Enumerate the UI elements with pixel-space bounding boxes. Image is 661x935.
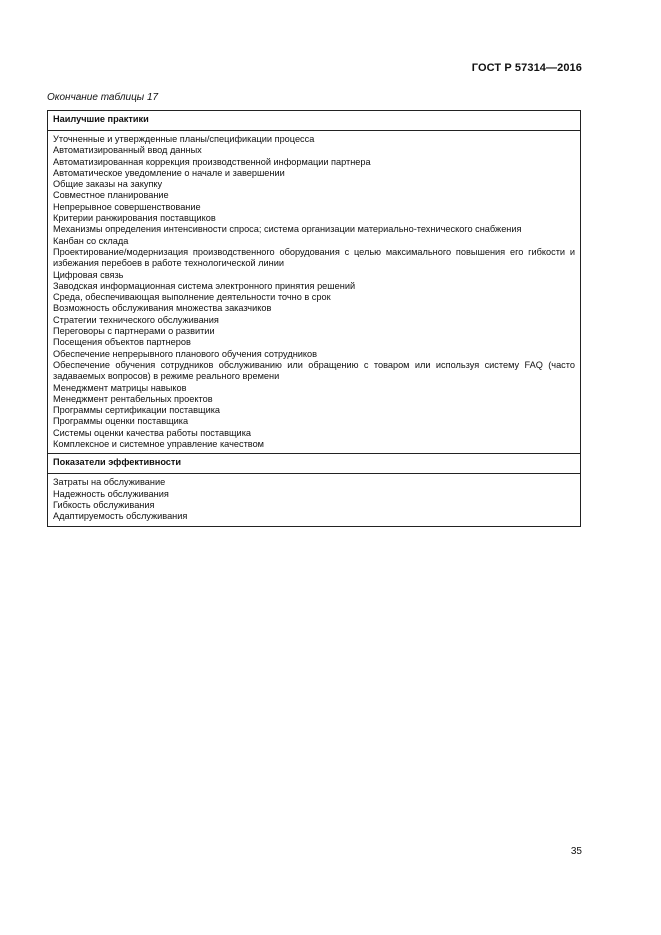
best-practices-list [48, 131, 581, 454]
list-item: Затраты на обслуживание [53, 477, 166, 488]
list-item: Автоматизированная коррекция производственной информации партнера [53, 156, 371, 167]
section-header-row [48, 111, 581, 131]
list-item: Посещения объектов партнеров [53, 337, 191, 348]
performance-indicators-list [48, 474, 581, 526]
list-item: Переговоры с партнерами о развитии [53, 326, 215, 337]
list-item: Автоматическое уведомление о начале и завершении [53, 167, 285, 178]
list-item: Возможность обслуживания множества заказчиков [53, 303, 272, 314]
list-item: Совместное планирование [53, 190, 169, 201]
list-item: Уточненные и утвержденные планы/спецификации процесса [53, 134, 315, 144]
list-item: Гибкость обслуживания [53, 499, 155, 510]
section-header-row [48, 454, 581, 474]
page-number: 35 [570, 846, 582, 857]
list-item: Критерии ранжирования поставщиков [53, 213, 216, 224]
list-item: Канбан со склада [53, 235, 129, 246]
practices-table [47, 110, 581, 527]
table-caption: Окончание таблицы 17 [47, 92, 159, 103]
list-item: Автоматизированный ввод данных [53, 145, 202, 156]
section-content-row [48, 131, 581, 454]
list-item: Среда, обеспечивающая выполнение деятельности точно в срок [53, 292, 331, 303]
list-item: Общие заказы на закупку [53, 179, 163, 190]
list-item: Цифровая связь [53, 269, 124, 280]
document-id: ГОСТ Р 57314—2016 [471, 62, 582, 74]
list-item: Адаптируемость обслуживания [53, 511, 188, 522]
list-item: Программы оценки поставщика [53, 416, 189, 427]
section-title-best-practices: Наилучшие практики [48, 111, 581, 131]
list-item: Обеспечение непрерывного планового обучения сотрудников [53, 348, 318, 359]
list-item: Стратегии технического обслуживания [53, 314, 219, 325]
list-item: Заводская информационная система электронного принятия решений [53, 280, 356, 291]
practices-table-body [48, 111, 581, 527]
list-item: Непрерывное совершенствование [53, 201, 201, 212]
section-title-performance-indicators: Показатели эффективности [48, 454, 581, 474]
list-item: Менеджмент рентабельных проектов [53, 393, 213, 404]
list-item: Обеспечение обучения сотрудников обслуживанию или обращению с товаром или используя систему FAQ (часто задаваемых вопросов) в режиме реального времени [53, 359, 575, 382]
list-item: Комплексное и системное управление качеством [53, 439, 264, 450]
list-item: Механизмы определения интенсивности спроса; система организации материально-технического снабжения [53, 224, 522, 235]
list-item: Надежность обслуживания [53, 488, 169, 499]
list-item: Системы оценки качества работы поставщика [53, 427, 252, 438]
list-item: Программы сертификации поставщика [53, 405, 221, 416]
section-content-row [48, 474, 581, 526]
list-item: Проектирование/модернизация производственного оборудования с целью максимального повышения его гибкости и избежания перебоев в работе технологической линии [53, 246, 575, 269]
list-item: Менеджмент матрицы навыков [53, 382, 187, 393]
